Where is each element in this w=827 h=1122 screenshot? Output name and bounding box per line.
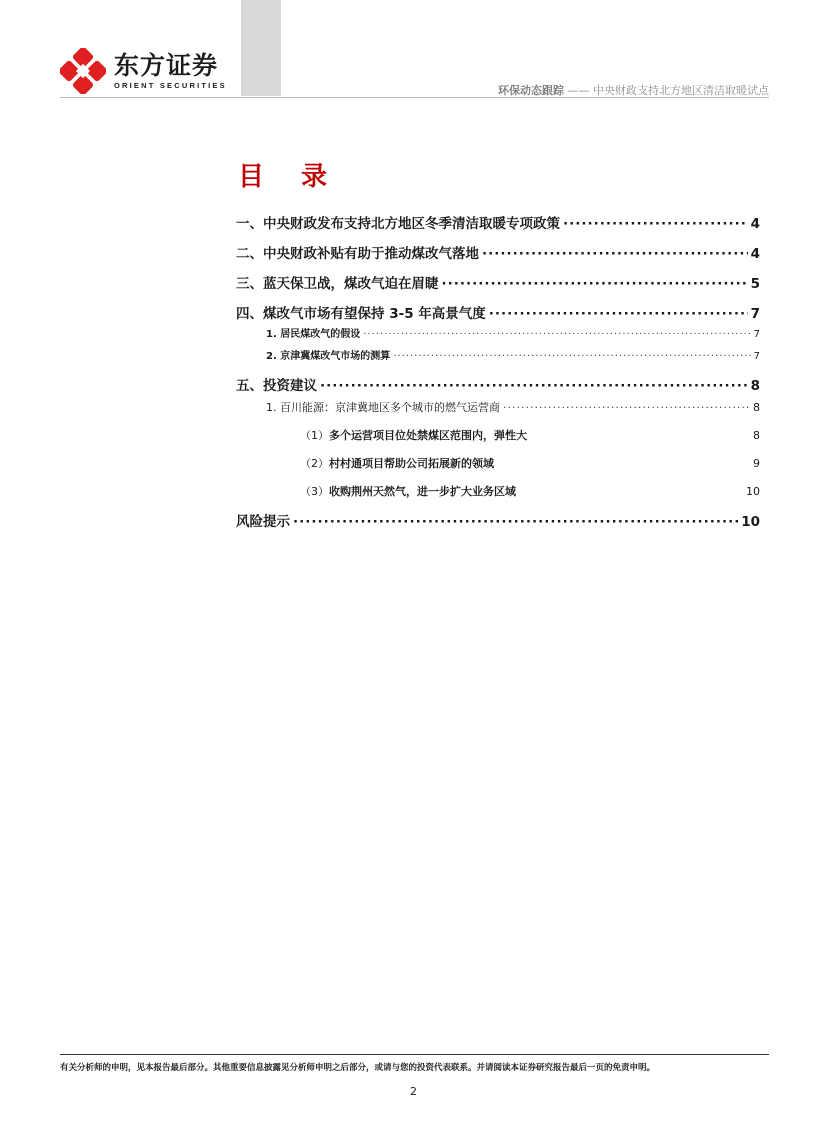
- toc-subentry[interactable]: [266, 399, 760, 415]
- toc-entry[interactable]: [236, 212, 760, 232]
- toc-entry-page: 4: [750, 246, 760, 262]
- toc-subentry[interactable]: [266, 325, 760, 340]
- toc-entry[interactable]: [236, 302, 760, 322]
- toc-entry-label: 多个运营项目位处禁煤区范围内，弹性大: [329, 429, 527, 442]
- toc-entry-label: 2. 京津冀煤改气市场的测算: [266, 351, 391, 362]
- toc-entry-label: 五、投资建议: [236, 378, 317, 394]
- toc-entry-number: （1）: [300, 429, 329, 442]
- toc-entry-page: 5: [750, 276, 760, 292]
- toc-subsubentry[interactable]: [300, 427, 760, 443]
- toc-subentry[interactable]: [266, 347, 760, 362]
- toc-entry-page: 7: [750, 306, 760, 322]
- toc-leader-dots: [363, 329, 750, 340]
- toc-entry-label: 村村通项目帮助公司拓展新的领域: [329, 457, 494, 470]
- toc-entry-page: 8: [750, 378, 760, 394]
- toc-entry-page: 8: [753, 429, 760, 442]
- toc-entry-label: 二、中央财政补贴有助于推动煤改气落地: [236, 246, 479, 262]
- toc-title: 目 录: [238, 162, 342, 192]
- toc-entry[interactable]: [236, 272, 760, 292]
- report-title: 中央财政支持北方地区清洁取暖试点: [593, 84, 769, 97]
- header-gray-tab: [241, 0, 281, 96]
- logo-chinese-name: 东方证券: [114, 50, 219, 80]
- toc-entry-page: 7: [753, 329, 760, 340]
- toc-entry[interactable]: [236, 510, 760, 530]
- footer-disclaimer: 有关分析师的申明，见本报告最后部分。其他重要信息披露见分析师申明之后部分，或请与您的投资代表联系。并请阅读本证券研究报告最后一页的免责申明。: [60, 1063, 656, 1073]
- orient-securities-logo-icon: [60, 48, 106, 94]
- toc-leader-dots: [320, 378, 748, 394]
- toc-entry-page: 4: [750, 216, 760, 232]
- toc-leader-dots: [503, 401, 750, 414]
- toc-leader-dots: [293, 514, 738, 530]
- toc-entry-page: 8: [753, 401, 760, 414]
- toc-entry-label: 收购荆州天然气，进一步扩大业务区域: [329, 485, 516, 498]
- toc-subsubentry[interactable]: [300, 483, 760, 499]
- toc-entry-page: 10: [741, 514, 760, 530]
- footer-divider: [60, 1054, 769, 1055]
- toc-entry-number: （3）: [300, 485, 329, 498]
- toc-entry-label: 1. 居民煤改气的假设: [266, 329, 361, 340]
- toc-entry-label: 四、煤改气市场有望保持 3-5 年高景气度: [236, 306, 486, 322]
- toc-entry-page: 7: [753, 351, 760, 362]
- toc-entry-label: 风险提示: [236, 514, 290, 530]
- toc-entry-page: 10: [746, 485, 760, 498]
- toc-entry[interactable]: [236, 242, 760, 262]
- report-type: 环保动态跟踪: [498, 84, 564, 97]
- toc-leader-dots: [482, 246, 748, 262]
- toc-entry[interactable]: [236, 374, 760, 394]
- toc-entry-label: 1. 百川能源：京津冀地区多个城市的燃气运营商: [266, 401, 500, 414]
- report-header-title: [498, 82, 769, 98]
- toc-entry-label: 一、中央财政发布支持北方地区冬季清洁取暖专项政策: [236, 216, 560, 232]
- toc-leader-dots: [442, 276, 748, 292]
- logo-english-name: ORIENT SECURITIES: [114, 80, 227, 90]
- toc-entry-page: 9: [753, 457, 760, 470]
- page-number: 2: [410, 1085, 417, 1098]
- toc-entry-label: 三、蓝天保卫战，煤改气迫在眉睫: [236, 276, 439, 292]
- logo: [60, 48, 227, 94]
- toc-entry-number: （2）: [300, 457, 329, 470]
- toc-leader-dots: [563, 216, 748, 232]
- toc-subsubentry[interactable]: [300, 455, 760, 471]
- toc-leader-dots: [393, 351, 750, 362]
- toc-leader-dots: [489, 306, 748, 322]
- header-divider: [60, 97, 769, 98]
- report-separator: ——: [567, 84, 590, 97]
